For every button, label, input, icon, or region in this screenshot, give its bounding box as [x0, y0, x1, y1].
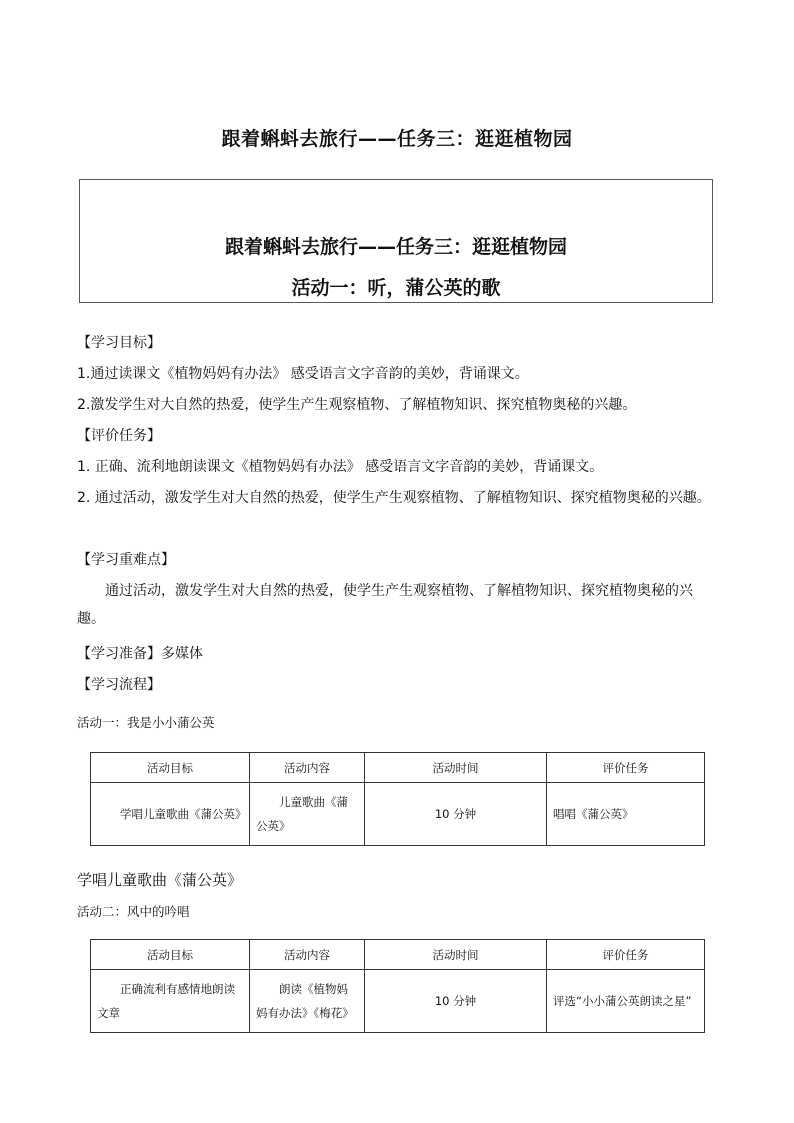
cell-content: 儿童歌曲《蒲公英》: [250, 783, 365, 846]
cell-time: 10 分钟: [365, 970, 547, 1033]
header-content: 活动内容: [250, 753, 365, 783]
activity1-note: 学唱儿童歌曲《蒲公英》: [77, 871, 243, 889]
table-row: [91, 783, 705, 846]
header-task: 评价任务: [547, 753, 705, 783]
cell-task: 评选“小小蒲公英朗读之星”: [547, 970, 705, 1033]
table-header-row: [91, 940, 705, 970]
cell-goal: 学唱儿童歌曲《蒲公英》: [91, 783, 250, 846]
header-content: 活动内容: [250, 940, 365, 970]
box-title: 跟着蝌蚪去旅行——任务三：逛逛植物园: [224, 236, 567, 258]
difficulty-heading: 【学习重难点】: [77, 552, 175, 568]
difficulty-text: 通过活动，激发学生对大自然的热爱，使学生产生观察植物、了解植物知识、探究植物奥秘的兴趣。: [77, 583, 693, 627]
eval-item-2: 2. 通过活动，激发学生对大自然的热爱，使学生产生观察植物、了解植物知识、探究植物奥秘的兴趣。: [77, 490, 711, 506]
process-heading: 【学习流程】: [77, 677, 161, 693]
goal-item-1: 1.通过读课文《植物妈妈有办法》 感受语言文字音韵的美妙，背诵课文。: [77, 366, 529, 382]
eval-heading: 【评价任务】: [77, 428, 161, 444]
page-title: 跟着蝌蚪去旅行——任务三：逛逛植物园: [221, 128, 573, 150]
header-time: 活动时间: [365, 753, 547, 783]
goals-heading: 【学习目标】: [77, 335, 161, 351]
box-subtitle: 活动一：听，蒲公英的歌: [291, 277, 501, 299]
eval-item-1: 1. 正确、流利地朗读课文《植物妈妈有办法》 感受语言文字音韵的美妙，背诵课文。: [77, 459, 604, 475]
activity1-title: 活动一：我是小小蒲公英: [77, 715, 215, 730]
cell-task: 唱唱《蒲公英》: [547, 783, 705, 846]
table-header-row: [91, 753, 705, 783]
title-box: [79, 179, 713, 303]
activity1-table: [90, 752, 705, 846]
prep-line: 【学习准备】多媒体: [77, 646, 203, 662]
header-goal: 活动目标: [91, 940, 250, 970]
header-time: 活动时间: [365, 940, 547, 970]
header-task: 评价任务: [547, 940, 705, 970]
cell-goal: 正确流利有感情地朗读文章: [91, 970, 250, 1033]
activity2-title: 活动二：风中的吟唱: [77, 904, 190, 919]
cell-content: 朗读《植物妈妈有办法》《梅花》: [250, 970, 365, 1033]
goal-item-2: 2.激发学生对大自然的热爱，使学生产生观察植物、了解植物知识、探究植物奥秘的兴趣。: [77, 397, 637, 413]
header-goal: 活动目标: [91, 753, 250, 783]
activity2-table: [90, 939, 705, 1033]
cell-time: 10 分钟: [365, 783, 547, 846]
table-row: [91, 970, 705, 1033]
